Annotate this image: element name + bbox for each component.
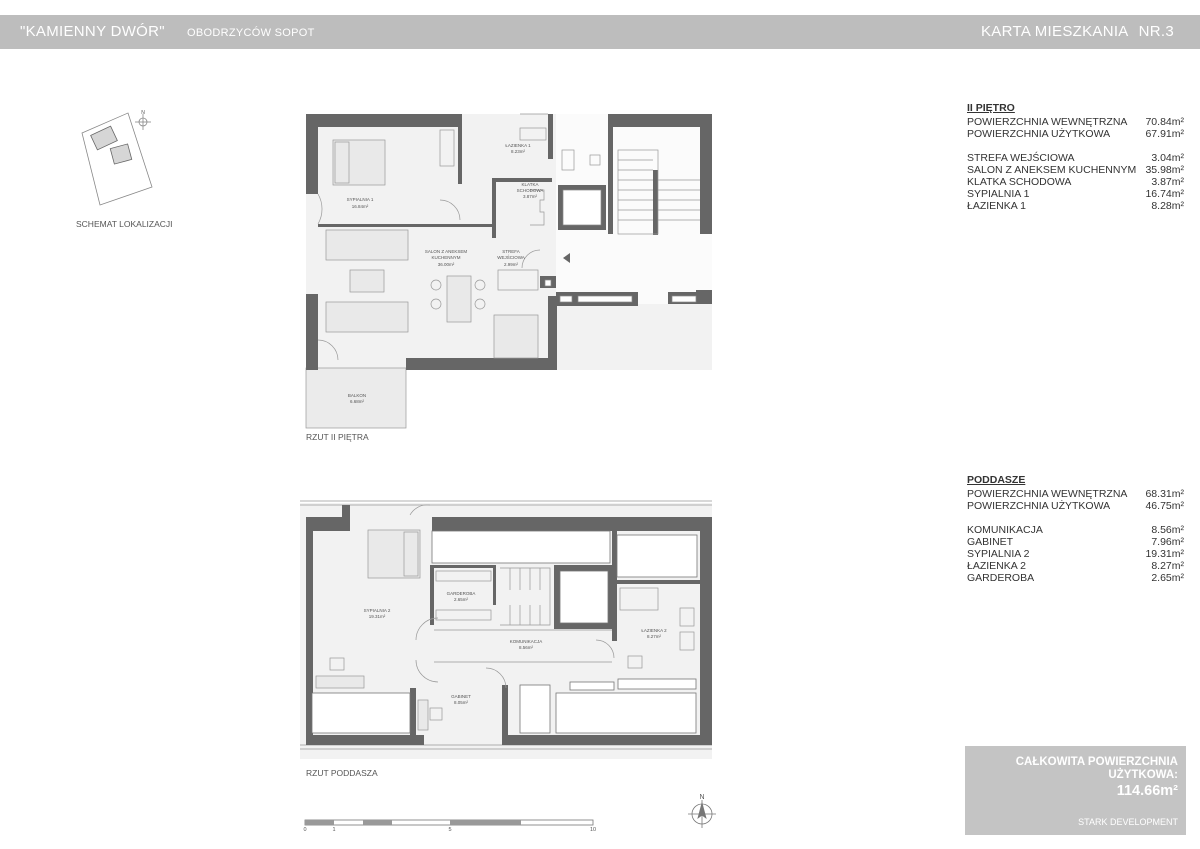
label-ward-name: GARDEROBA xyxy=(446,591,476,596)
summary-value: 68.31m² xyxy=(1145,488,1184,500)
label-stair-name1: KLATKA xyxy=(521,182,539,187)
room-label: ŁAZIENKA 2 xyxy=(967,560,1026,572)
label-office-area: 8.05m² xyxy=(453,700,469,705)
room-value: 3.87m² xyxy=(1151,176,1184,188)
scale-tick-0: 0 xyxy=(303,827,307,833)
location-scheme-caption: SCHEMAT LOKALIZACJI xyxy=(76,219,173,229)
balcony xyxy=(306,368,406,428)
label-bed1-name: SYPIALNIA 1 xyxy=(346,197,374,202)
label-office-name: GABINET xyxy=(451,694,471,699)
attic-summary-row xyxy=(967,500,1184,512)
label-stair-area: 3.87m² xyxy=(522,194,538,199)
card-label: KARTA MIESZKANIA xyxy=(981,23,1129,40)
summary-value: 46.75m² xyxy=(1145,500,1184,512)
attic-room-row xyxy=(967,536,1184,548)
room-value: 8.56m² xyxy=(1151,524,1184,536)
floor2-area-table xyxy=(967,102,1184,212)
scale-tick-1: 1 xyxy=(332,827,336,833)
floor2-room-row xyxy=(967,152,1184,164)
room-value: 2.65m² xyxy=(1151,572,1184,584)
total-label-line1: CAŁKOWITA POWIERZCHNIA xyxy=(1015,756,1178,768)
floor2-plan xyxy=(306,114,712,428)
label-comm-name: KOMUNIKACJA xyxy=(509,639,543,644)
room-value: 19.31m² xyxy=(1145,548,1184,560)
floor2-room-row xyxy=(967,164,1184,176)
label-bath1-area: 8.23m² xyxy=(510,149,526,154)
scale-tick-10: 10 xyxy=(589,827,597,833)
floor2-caption: RZUT II PIĘTRA xyxy=(306,432,369,442)
label-salon-area: 36.00m² xyxy=(437,262,455,267)
project-location: OBODRZYCÓW SOPOT xyxy=(187,27,315,39)
summary-value: 67.91m² xyxy=(1145,128,1184,140)
attic-room-row xyxy=(967,572,1184,584)
label-bed1-area: 16.84m² xyxy=(351,204,369,209)
label-balcony-area: 6.68m² xyxy=(349,399,365,404)
label-ward-area: 2.65m² xyxy=(453,597,469,602)
label-salon-name1: SALON Z ANEKSEM xyxy=(424,249,468,254)
room-label: GARDEROBA xyxy=(967,572,1035,584)
label-salon-name2: KUCHENNYM xyxy=(431,255,461,260)
attic-caption: RZUT PODDASZA xyxy=(306,768,378,778)
room-value: 8.28m² xyxy=(1151,200,1184,212)
room-value: 35.98m² xyxy=(1145,164,1184,176)
room-label: GABINET xyxy=(967,536,1014,548)
attic-room-row xyxy=(967,524,1184,536)
summary-label: POWIERZCHNIA UŻYTKOWA xyxy=(967,500,1111,512)
floor2-summary-row xyxy=(967,116,1184,128)
room-value: 8.27m² xyxy=(1151,560,1184,572)
compass xyxy=(688,800,716,828)
room-label: SYPIALNIA 1 xyxy=(967,188,1030,200)
attic-plan xyxy=(300,501,712,759)
room-value: 7.96m² xyxy=(1151,536,1184,548)
room-label: SYPIALNIA 2 xyxy=(967,548,1030,560)
attic-area-table xyxy=(967,474,1184,584)
total-area-box xyxy=(965,746,1186,835)
floor2-room-row xyxy=(967,200,1184,212)
scale-tick-5: 5 xyxy=(448,827,452,833)
floor2-title: II PIĘTRO xyxy=(967,102,1015,114)
developer-name: STARK DEVELOPMENT xyxy=(1078,817,1178,827)
room-label: KOMUNIKACJA xyxy=(967,524,1043,536)
summary-value: 70.84m² xyxy=(1145,116,1184,128)
summary-label: POWIERZCHNIA WEWNĘTRZNA xyxy=(967,488,1128,500)
room-label: STREFA WEJŚCIOWA xyxy=(967,152,1075,164)
label-entry-name2: WEJŚCIOWA xyxy=(497,255,525,260)
label-bath2-area: 8.27m² xyxy=(646,634,662,639)
room-label: SALON Z ANEKSEM KUCHENNYM xyxy=(967,164,1137,176)
project-name: "KAMIENNY DWÓR" xyxy=(20,23,165,40)
label-balcony-name: BALKON xyxy=(347,393,367,398)
label-stair-name2: SCHODOWA xyxy=(516,188,544,193)
room-label: KLATKA SCHODOWA xyxy=(967,176,1072,188)
summary-label: POWIERZCHNIA WEWNĘTRZNA xyxy=(967,116,1128,128)
room-value: 3.04m² xyxy=(1151,152,1184,164)
floor2-summary-row xyxy=(967,128,1184,140)
summary-label: POWIERZCHNIA UŻYTKOWA xyxy=(967,128,1111,140)
scale-bar xyxy=(305,820,593,825)
floor2-room-row xyxy=(967,188,1184,200)
floor2-room-row xyxy=(967,176,1184,188)
label-bath2-name: ŁAZIENKA 2 xyxy=(641,628,667,633)
label-comm-area: 8.56m² xyxy=(518,645,534,650)
compass-north-letter: N xyxy=(699,794,705,801)
label-bed2-area: 19.31m² xyxy=(368,614,386,619)
label-entry-name1: STREFA xyxy=(502,249,520,254)
room-label: ŁAZIENKA 1 xyxy=(967,200,1026,212)
label-entry-area: 2.99m² xyxy=(503,262,519,267)
attic-room-row xyxy=(967,548,1184,560)
label-bed2-name: SYPIALNIA 2 xyxy=(363,608,391,613)
total-label-line2: UŻYTKOWA: xyxy=(1108,769,1178,781)
attic-title: PODDASZE xyxy=(967,474,1026,486)
attic-summary-row xyxy=(967,488,1184,500)
attic-room-row xyxy=(967,560,1184,572)
card-number: NR.3 xyxy=(1138,23,1174,40)
total-area-value: 114.66m² xyxy=(1116,783,1178,799)
room-value: 16.74m² xyxy=(1145,188,1184,200)
location-schematic xyxy=(82,113,152,205)
location-north-letter: N xyxy=(141,110,145,116)
label-bath1-name: ŁAZIENKA 1 xyxy=(505,143,531,148)
